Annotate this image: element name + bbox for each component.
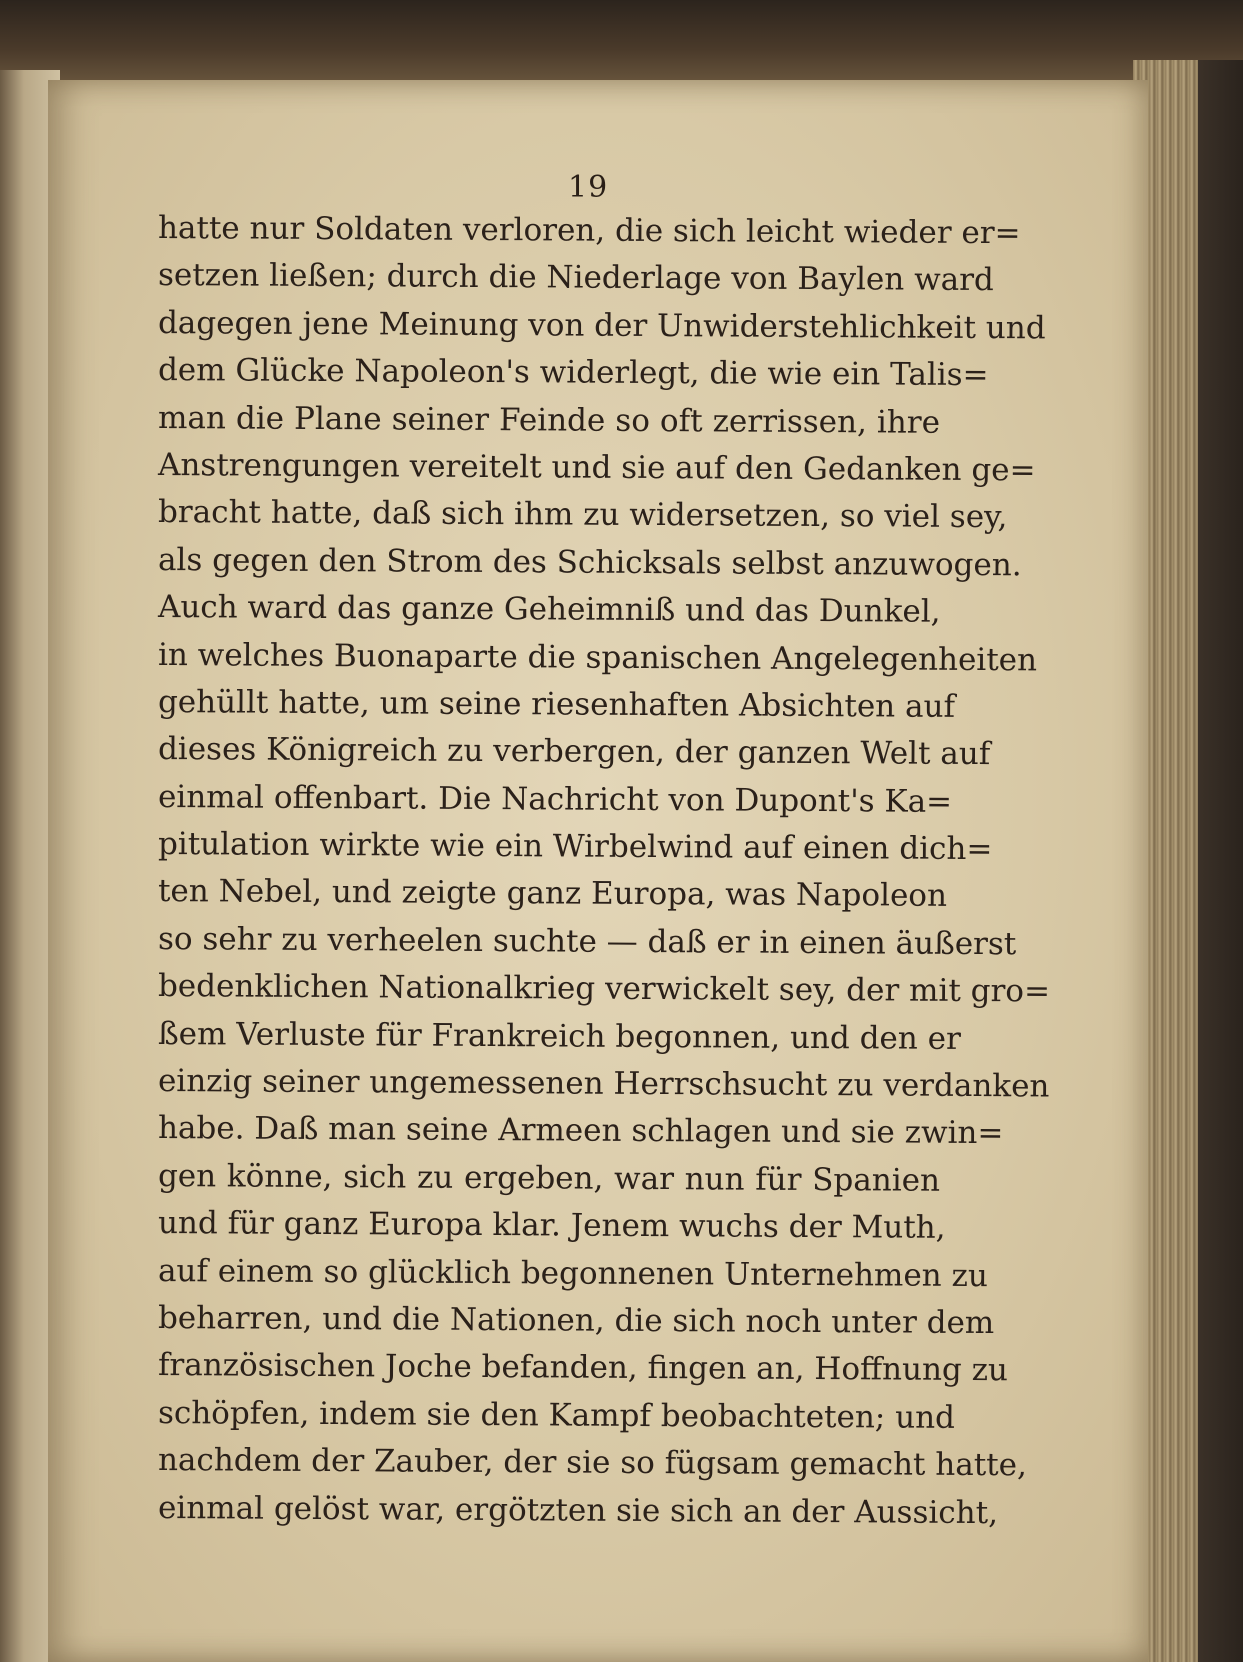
text-line: Auch ward das ganze Geheimniß und das Dunkel, [157, 589, 941, 630]
text-line: ten Nebel, und zeigte ganz Europa, was Napoleon [157, 873, 948, 915]
page-stack-edge [1133, 60, 1243, 1662]
text-line: Anstrengungen vereitelt und sie auf den Gedanken ge= [157, 446, 1036, 489]
text-line: man die Plane seiner Feinde so oft zerrissen, ihre [157, 399, 941, 441]
text-line: so sehr zu verheelen suchte — daß er in einen äußerst [157, 920, 1017, 963]
text-line: setzen ließen; durch die Niederlage von Baylen ward [157, 257, 994, 299]
text-line: in welches Buonaparte die spanischen Angelegenheiten [157, 636, 1038, 678]
text-line: schöpfen, indem sie den Kampf beobachteten; und [157, 1394, 956, 1436]
text-line: beharren, und die Nationen, die sich noch unter dem [157, 1299, 995, 1342]
text-line: dagegen jene Meinung von der Unwiderstehlichkeit und [157, 304, 1046, 347]
text-line: französischen Joche befanden, fingen an, Hoffnung zu [157, 1347, 1009, 1389]
page-number: 19 [568, 170, 609, 205]
text-line: pitulation wirkte wie ein Wirbelwind auf einen dich= [157, 826, 993, 868]
text-line: und für ganz Europa klar. Jenem wuchs der Muth, [157, 1205, 946, 1247]
text-line: einmal offenbart. Die Nachricht von Dupont's Ka= [157, 778, 953, 820]
text-line: gen könne, sich zu ergeben, war nun für Spanien [157, 1157, 941, 1199]
text-line: dem Glücke Napoleon's widerlegt, die wie ein Talis= [157, 352, 989, 394]
book-binding-top [0, 0, 1243, 90]
text-line: als gegen den Strom des Schicksals selbst anzuwogen. [157, 541, 1022, 584]
text-line: einmal gelöst war, ergötzten sie sich an der Aussicht, [157, 1489, 999, 1531]
text-line: einzig seiner ungemessenen Herrschsucht zu verdanken [157, 1063, 1050, 1105]
body-text [157, 205, 1051, 1532]
text-line: hatte nur Soldaten verloren, die sich leicht wieder er= [157, 210, 1021, 252]
text-line: bracht hatte, daß sich ihm zu widersetzen, so viel sey, [157, 494, 1008, 536]
text-line: auf einem so glücklich begonnenen Unternehmen zu [157, 1252, 988, 1294]
text-line: nachdem der Zauber, der sie so fügsam gemacht hatte, [157, 1442, 1027, 1484]
text-line: dieses Königreich zu verbergen, der ganzen Welt auf [157, 731, 991, 773]
text-line: gehüllt hatte, um seine riesenhaften Absichten auf [157, 683, 956, 725]
text-line: habe. Daß man seine Armeen schlagen und sie zwin= [157, 1110, 1004, 1152]
text-line: bedenklichen Nationalkrieg verwickelt sey, der mit gro= [157, 968, 1051, 1010]
text-line: ßem Verluste für Frankreich begonnen, und den er [157, 1015, 961, 1057]
